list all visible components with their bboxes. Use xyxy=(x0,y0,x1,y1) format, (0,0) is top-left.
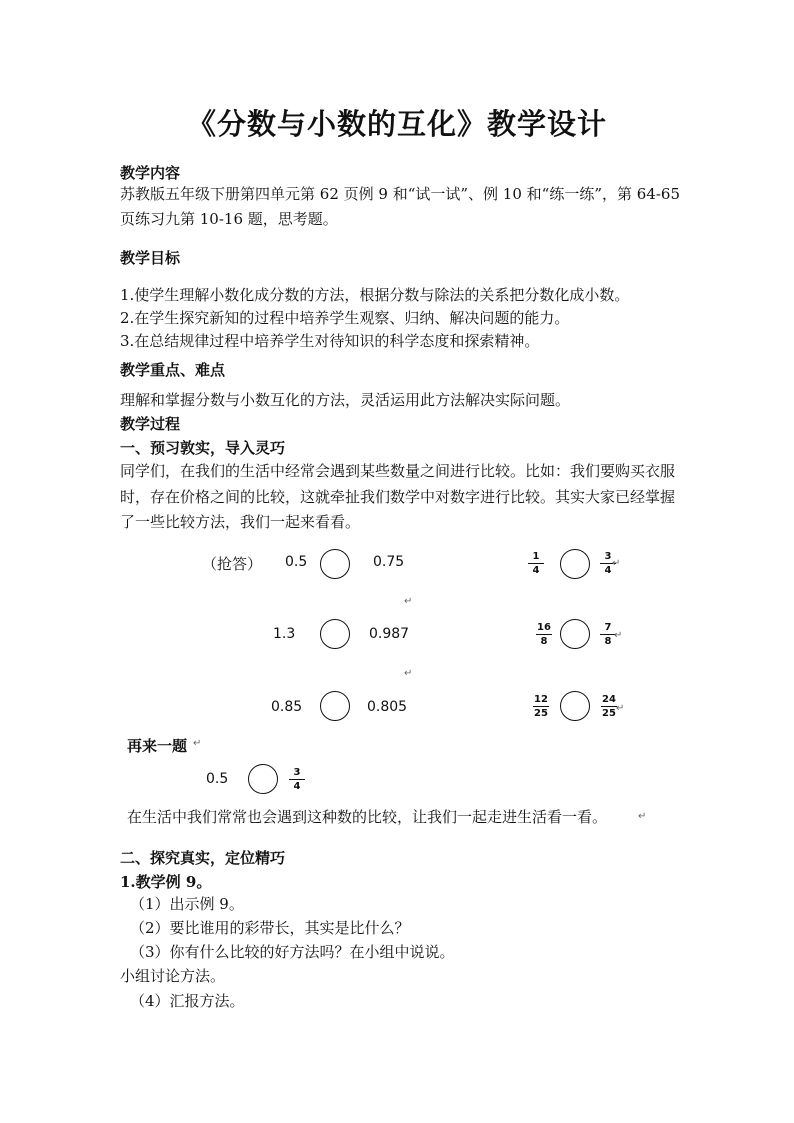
return-mark-icon: ↵ xyxy=(404,596,413,607)
compare-circle xyxy=(560,619,590,649)
life-text: 在生活中我们常常也会遇到这种数的比较，让我们一起走进生活看一看。 xyxy=(127,808,608,826)
goal-item-1: 1.使学生理解小数化成分数的方法，根据分数与除法的关系把分数化成小数。 xyxy=(120,286,630,304)
fraction-left-3 xyxy=(533,694,549,719)
content-text: 苏教版五年级下册第四单元第 62 页例 9 和“试一试”、例 10 和“练一练”，第 64-65 页练习九第 10-16 题，思考题。 xyxy=(120,185,681,228)
compare-circle xyxy=(320,691,350,721)
step-2: （2）要比谁用的彩带长，其实是比什么？ xyxy=(130,919,410,937)
denominator: 4 xyxy=(532,565,540,576)
compare-circle xyxy=(560,549,590,579)
numerator: 7 xyxy=(600,622,616,635)
section2-title: 二、探究真实，定位精巧 xyxy=(120,849,286,867)
return-mark-icon: ↵ xyxy=(616,703,625,714)
compare-circle xyxy=(248,764,278,794)
goal-item-2: 2.在学生探究新知的过程中培养学生观察、归纳、解决问题的能力。 xyxy=(120,309,570,327)
fraction-left-2 xyxy=(536,622,552,647)
return-mark-icon: ↵ xyxy=(612,558,621,569)
compare-circle xyxy=(560,691,590,721)
decimal-right-3: 0.805 xyxy=(367,699,408,715)
numerator: 24 xyxy=(602,694,616,705)
key-points-heading: 教学重点、难点 xyxy=(120,361,226,379)
return-mark-icon: ↵ xyxy=(193,738,202,749)
decimal-right-1: 0.75 xyxy=(373,554,405,570)
more-fraction xyxy=(289,767,305,792)
decimal-left-2: 1.3 xyxy=(273,626,296,642)
numerator: 3 xyxy=(289,767,305,780)
numerator: 3 xyxy=(600,551,616,564)
decimal-right-2: 0.987 xyxy=(369,626,410,642)
quiz-label: （抢答） xyxy=(202,555,263,573)
content-heading: 教学内容 xyxy=(120,164,181,182)
section1-text: 同学们，在我们的生活中经常会遇到某些数量之间进行比较。比如：我们要购买衣服时，存在价格之间的比较，这就牵扯我们数学中对数字进行比较。其实大家已经掌握了一些比较方法，我们一起来看看。 xyxy=(120,462,676,531)
more-decimal: 0.5 xyxy=(206,771,229,787)
numerator: 16 xyxy=(537,622,551,633)
step-3: （3）你有什么比较的好方法吗？在小组中说说。 xyxy=(130,943,455,961)
denominator: 8 xyxy=(540,636,548,647)
example-title: 1.教学例 9。 xyxy=(120,873,212,891)
goal-item-3: 3.在总结规律过程中培养学生对待知识的科学态度和探索精神。 xyxy=(120,332,540,350)
decimal-left-1: 0.5 xyxy=(285,554,308,570)
denominator: 4 xyxy=(604,565,612,576)
fraction-right-3 xyxy=(601,694,617,719)
return-mark-icon: ↵ xyxy=(614,630,623,641)
page-title: 《分数与小数的互化》教学设计 xyxy=(186,107,607,141)
denominator: 25 xyxy=(534,708,548,719)
compare-circle xyxy=(320,549,350,579)
compare-circle xyxy=(320,619,350,649)
denominator: 8 xyxy=(604,636,612,647)
group-text: 小组讨论方法。 xyxy=(120,967,226,985)
numerator: 12 xyxy=(534,694,548,705)
step-4: （4）汇报方法。 xyxy=(130,992,245,1010)
section1-title: 一、预习敦实，导入灵巧 xyxy=(120,439,286,457)
step-1: （1）出示例 9。 xyxy=(130,895,244,913)
goals-heading: 教学目标 xyxy=(120,249,181,267)
key-points-text: 理解和掌握分数与小数互化的方法，灵活运用此方法解决实际问题。 xyxy=(120,391,571,409)
denominator: 25 xyxy=(602,708,616,719)
more-label: 再来一题 xyxy=(127,737,188,755)
process-heading: 教学过程 xyxy=(120,415,181,433)
decimal-left-3: 0.85 xyxy=(271,699,303,715)
return-mark-icon: ↵ xyxy=(404,668,413,679)
denominator: 4 xyxy=(293,781,301,792)
return-mark-icon: ↵ xyxy=(638,811,647,822)
fraction-left-1 xyxy=(528,551,544,576)
numerator: 1 xyxy=(528,551,544,564)
